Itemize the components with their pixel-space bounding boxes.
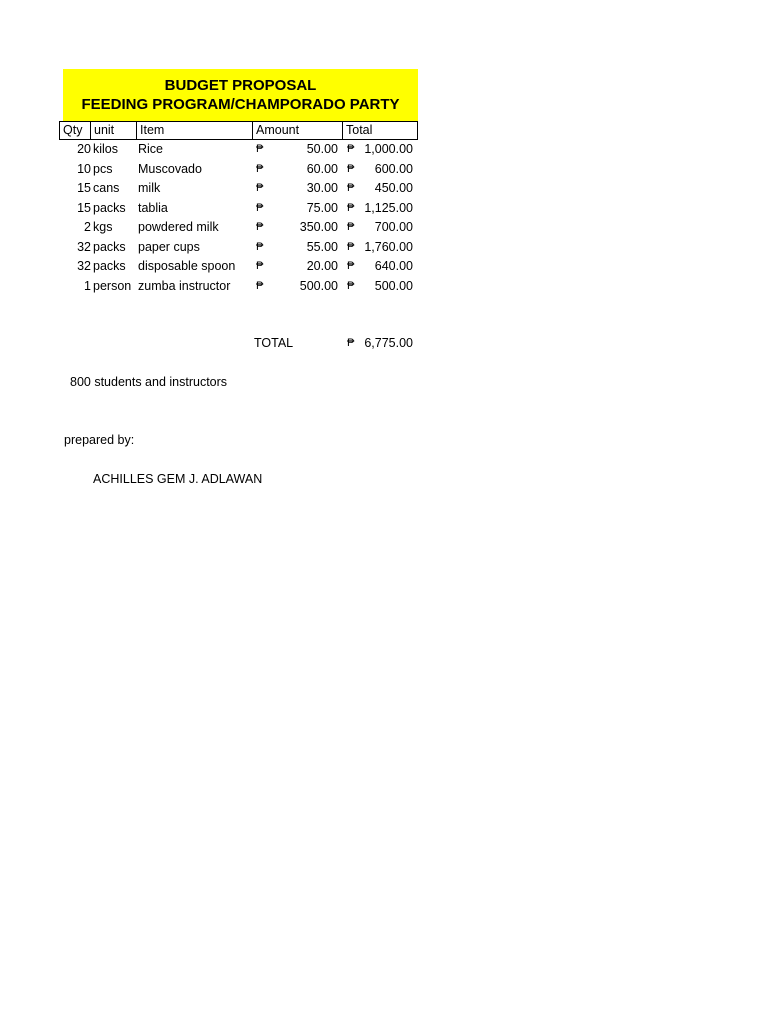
- total-cell: 1,125.00: [364, 200, 413, 215]
- total-cell: 1,000.00: [364, 142, 413, 156]
- total-cell: 1,760.00: [364, 239, 413, 254]
- total-cell: 600.00: [374, 161, 413, 176]
- signer-name: ACHILLES GEM J. ADLAWAN: [93, 472, 263, 486]
- grand-total-row: [59, 334, 418, 353]
- grand-total-label: TOTAL: [254, 336, 294, 350]
- item-cell: powdered milk: [138, 220, 219, 234]
- amount-cell: 75.00: [306, 200, 338, 215]
- amount-cell: 50.00: [306, 142, 338, 156]
- item-cell: tablia: [138, 200, 168, 215]
- qty-cell: 32: [77, 239, 91, 254]
- qty-cell: 10: [77, 161, 91, 176]
- total-cell: 500.00: [374, 278, 413, 293]
- peso-sign: ₱: [347, 201, 355, 214]
- peso-sign: ₱: [347, 240, 355, 253]
- peso-sign: ₱: [256, 143, 264, 155]
- peso-sign: ₱: [347, 162, 355, 175]
- unit-cell: packs: [93, 200, 126, 215]
- qty-cell: 32: [77, 259, 91, 273]
- column-header-amount: Amount: [252, 122, 342, 139]
- column-header-total: Total: [342, 122, 418, 139]
- peso-sign: ₱: [256, 260, 264, 272]
- peso-sign: ₱: [347, 279, 355, 292]
- unit-cell: kilos: [93, 142, 119, 156]
- item-cell: Muscovado: [138, 161, 202, 176]
- total-cell: 700.00: [374, 220, 413, 234]
- total-cell: 450.00: [374, 181, 413, 195]
- attendance-note: 800 students and instructors: [70, 375, 228, 389]
- table-row: [59, 179, 418, 198]
- table-row: [59, 160, 418, 179]
- table-row: [59, 257, 418, 276]
- qty-cell: 15: [77, 181, 91, 195]
- table-row: [59, 277, 418, 296]
- amount-cell: 60.00: [306, 161, 338, 176]
- amount-cell: 20.00: [306, 259, 338, 273]
- peso-sign: ₱: [347, 260, 355, 272]
- amount-cell: 30.00: [306, 181, 338, 195]
- peso-sign: ₱: [256, 221, 264, 233]
- document-subtitle: FEEDING PROGRAM/CHAMPORADO PARTY: [81, 96, 400, 113]
- item-cell: milk: [138, 181, 161, 195]
- peso-sign: ₱: [256, 240, 264, 253]
- table-row: [59, 199, 418, 218]
- column-header-qty: Qty: [63, 123, 83, 137]
- unit-cell: pcs: [93, 161, 113, 176]
- document-title: BUDGET PROPOSAL: [164, 77, 317, 94]
- amount-cell: 500.00: [299, 278, 338, 293]
- unit-cell: packs: [93, 259, 126, 273]
- item-cell: zumba instructor: [138, 278, 231, 293]
- title-banner: [63, 69, 418, 121]
- prepared-by-label: prepared by:: [64, 433, 135, 447]
- peso-sign: ₱: [347, 143, 355, 155]
- qty-cell: 20: [77, 142, 91, 156]
- qty-cell: 15: [77, 200, 91, 215]
- peso-sign: ₱: [347, 182, 355, 194]
- peso-sign: ₱: [256, 279, 264, 292]
- peso-sign: ₱: [256, 201, 264, 214]
- peso-sign: ₱: [347, 337, 355, 349]
- qty-cell: 1: [84, 278, 91, 293]
- amount-cell: 55.00: [306, 239, 338, 254]
- peso-sign: ₱: [256, 182, 264, 194]
- column-header-unit: unit: [90, 122, 136, 139]
- unit-cell: kgs: [93, 220, 113, 234]
- amount-cell: 350.00: [299, 220, 338, 234]
- unit-cell: cans: [93, 181, 120, 195]
- table-row: [59, 238, 418, 257]
- table-row: [59, 218, 418, 237]
- unit-cell: person: [93, 278, 132, 293]
- peso-sign: ₱: [347, 221, 355, 233]
- total-cell: 640.00: [374, 259, 413, 273]
- grand-total-value: 6,775.00: [364, 336, 413, 350]
- item-cell: paper cups: [138, 239, 200, 254]
- peso-sign: ₱: [256, 162, 264, 175]
- item-cell: Rice: [138, 142, 164, 156]
- unit-cell: packs: [93, 239, 126, 254]
- table-header: [59, 121, 418, 140]
- qty-cell: 2: [84, 220, 91, 234]
- table-row: [59, 140, 418, 159]
- column-header-item: Item: [136, 122, 252, 139]
- item-cell: disposable spoon: [138, 259, 236, 273]
